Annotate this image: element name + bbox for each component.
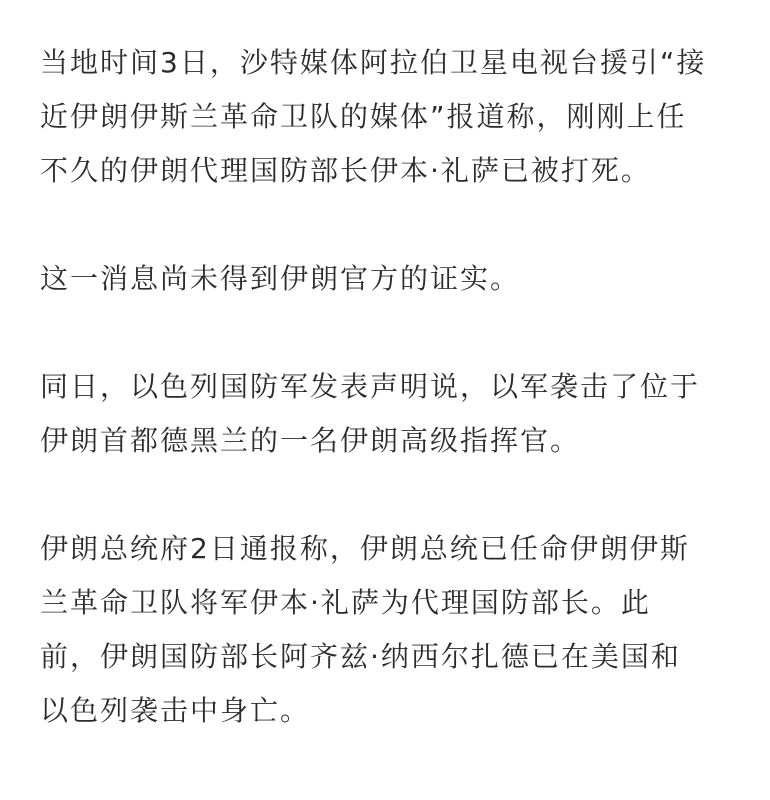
text-line: 伊朗总统府2日通报称，伊朗总统已任命伊朗伊斯 — [40, 532, 690, 565]
text-line: 同日，以色列国防军发表声明说，以军袭击了位于 — [40, 370, 701, 403]
paragraph-2 — [40, 252, 740, 306]
text-line: 伊朗首都德黑兰的一名伊朗高级指挥官。 — [40, 424, 581, 457]
paragraph-4 — [40, 522, 740, 738]
article-body — [40, 36, 740, 738]
text-line: 这一消息尚未得到伊朗官方的证实。 — [40, 262, 521, 295]
text-line: 近伊朗伊斯兰革命卫队的媒体”报道称，刚刚上任 — [40, 100, 687, 133]
text-line: 前，伊朗国防部长阿齐兹·纳西尔扎德已在美国和 — [40, 640, 681, 673]
text-line: 不久的伊朗代理国防部长伊本·礼萨已被打死。 — [40, 154, 651, 187]
paragraph-1 — [40, 36, 740, 198]
text-line: 当地时间3日，沙特媒体阿拉伯卫星电视台援引“接 — [40, 46, 707, 79]
text-line: 以色列袭击中身亡。 — [40, 694, 311, 727]
paragraph-3 — [40, 360, 740, 468]
text-line: 兰革命卫队将军伊本·礼萨为代理国防部长。此 — [40, 586, 651, 619]
